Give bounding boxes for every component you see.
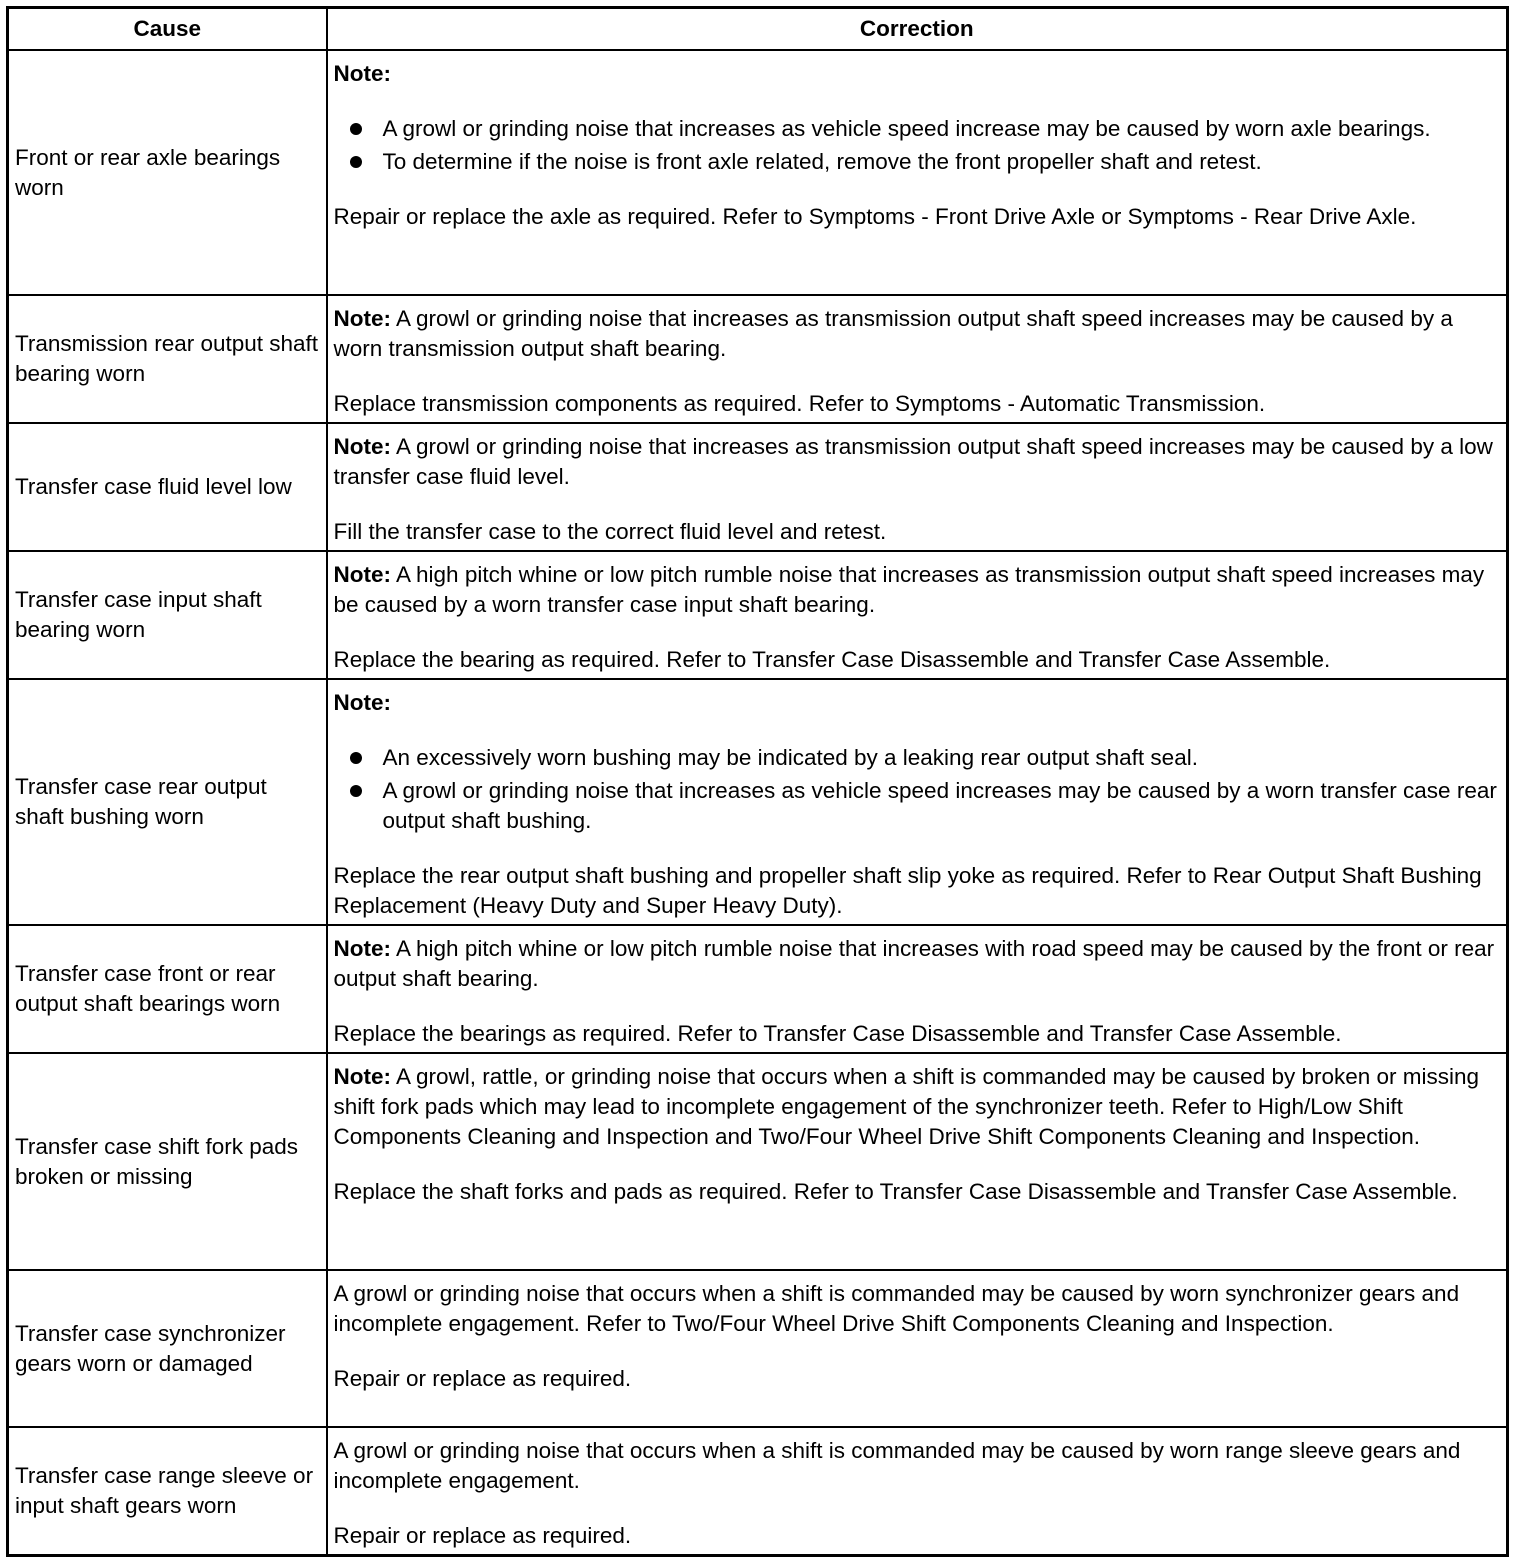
- correction-cell: [327, 1053, 1508, 1270]
- correction-cell: [327, 50, 1508, 295]
- note-label: Note:: [333, 690, 391, 715]
- cause-cell: Front or rear axle bearings worn: [8, 50, 327, 295]
- correction-cell: [327, 551, 1508, 679]
- list-item: [334, 743, 1501, 773]
- table-row: [8, 1270, 1508, 1427]
- diagnostic-table: [6, 6, 1509, 1557]
- action-text: Replace the shaft forks and pads as required. Refer to Transfer Case Disassemble and Transfer Case Assemble.: [333, 1179, 1458, 1204]
- correction-cell: [327, 1270, 1508, 1427]
- correction-cell: [327, 1427, 1508, 1556]
- list-item: [334, 114, 1501, 144]
- note-paragraph: [334, 934, 1501, 994]
- correction-cell: [327, 679, 1508, 925]
- correction-cell: [327, 295, 1508, 423]
- note-label: Note:: [333, 936, 391, 961]
- bullet-icon: [350, 156, 362, 168]
- cause-cell: Transfer case rear output shaft bushing worn: [8, 679, 327, 925]
- bullet-text: A growl or grinding noise that increases as vehicle speed increases may be caused by a worn transfer case rear output shaft bushing.: [382, 778, 1497, 833]
- action-text: Repair or replace as required.: [333, 1523, 632, 1548]
- body-text: A growl or grinding noise that occurs when a shift is commanded may be caused by worn range sleeve gears and incomplete engagement.: [333, 1438, 1461, 1493]
- action-text: Fill the transfer case to the correct fluid level and retest.: [333, 519, 887, 544]
- action-text: Replace transmission components as required. Refer to Symptoms - Automatic Transmission.: [333, 391, 1266, 416]
- correction-cell: [327, 423, 1508, 551]
- table-row: [8, 1427, 1508, 1556]
- action-text: Replace the rear output shaft bushing and propeller shaft slip yoke as required. Refer to Rear Output Shaft Bushing Replacement (Heavy Duty and Super Heavy Duty).: [333, 863, 1482, 918]
- cause-cell: Transfer case input shaft bearing worn: [8, 551, 327, 679]
- table-row: [8, 551, 1508, 679]
- note-paragraph: [334, 688, 1501, 718]
- body-text: A growl or grinding noise that occurs when a shift is commanded may be caused by worn synchronizer gears and incomplete engagement. Refer to Two/Four Wheel Drive Shift Components Cleaning and Inspection.: [333, 1281, 1460, 1336]
- list-item: [334, 147, 1501, 177]
- note-paragraph: [334, 1062, 1501, 1152]
- note-label: Note:: [333, 562, 391, 587]
- note-bullet-list: [334, 743, 1501, 836]
- note-paragraph: [334, 560, 1501, 620]
- header-cause: Cause: [8, 8, 327, 51]
- table-row: [8, 295, 1508, 423]
- bullet-text: To determine if the noise is front axle related, remove the front propeller shaft and retest.: [382, 149, 1262, 174]
- bullet-text: A growl or grinding noise that increases as vehicle speed increase may be caused by worn axle bearings.: [382, 116, 1431, 141]
- cause-cell: Transfer case shift fork pads broken or missing: [8, 1053, 327, 1270]
- action-text: Repair or replace as required.: [333, 1366, 632, 1391]
- note-label: Note:: [333, 61, 391, 86]
- action-text: Repair or replace the axle as required. Refer to Symptoms - Front Drive Axle or Symptoms - Rear Drive Axle.: [333, 204, 1417, 229]
- cause-cell: Transfer case range sleeve or input shaft gears worn: [8, 1427, 327, 1556]
- note-text: A growl or grinding noise that increases as transmission output shaft speed increases may be caused by a low transfer case fluid level.: [333, 434, 1493, 489]
- table-row: [8, 925, 1508, 1053]
- correction-cell: [327, 925, 1508, 1053]
- note-text: A growl or grinding noise that increases as transmission output shaft speed increases may be caused by a worn transmission output shaft bearing.: [333, 306, 1453, 361]
- cause-cell: Transfer case front or rear output shaft bearings worn: [8, 925, 327, 1053]
- bullet-icon: [350, 752, 362, 764]
- table-row: [8, 1053, 1508, 1270]
- note-label: Note:: [333, 434, 391, 459]
- note-paragraph: [334, 59, 1501, 89]
- action-text: Replace the bearing as required. Refer to Transfer Case Disassemble and Transfer Case Assemble.: [333, 647, 1331, 672]
- table-row: [8, 50, 1508, 295]
- table-row: [8, 423, 1508, 551]
- list-item: [334, 776, 1501, 836]
- note-label: Note:: [333, 1064, 391, 1089]
- note-paragraph: [334, 304, 1501, 364]
- header-correction: Correction: [327, 8, 1508, 51]
- bullet-text: An excessively worn bushing may be indicated by a leaking rear output shaft seal.: [382, 745, 1198, 770]
- note-text: A growl, rattle, or grinding noise that occurs when a shift is commanded may be caused by broken or missing shift fork pads which may lead to incomplete engagement of the synchronizer teeth. Refer to High/Low Shift Components Cleaning and Inspection and Two/Four Wheel Drive Shift Components Cleaning and Inspection.: [333, 1064, 1480, 1149]
- table-header-row: [8, 8, 1508, 51]
- cause-cell: Transmission rear output shaft bearing worn: [8, 295, 327, 423]
- bullet-icon: [350, 123, 362, 135]
- note-label: Note:: [333, 306, 391, 331]
- note-text: A high pitch whine or low pitch rumble noise that increases with road speed may be caused by the front or rear output shaft bearing.: [333, 936, 1495, 991]
- bullet-icon: [350, 785, 362, 797]
- table-row: [8, 679, 1508, 925]
- note-paragraph: [334, 432, 1501, 492]
- cause-cell: Transfer case fluid level low: [8, 423, 327, 551]
- action-text: Replace the bearings as required. Refer to Transfer Case Disassemble and Transfer Case Assemble.: [333, 1021, 1342, 1046]
- note-text: A high pitch whine or low pitch rumble noise that increases as transmission output shaft speed increases may be caused by a worn transfer case input shaft bearing.: [333, 562, 1485, 617]
- cause-cell: Transfer case synchronizer gears worn or damaged: [8, 1270, 327, 1427]
- note-bullet-list: [334, 114, 1501, 177]
